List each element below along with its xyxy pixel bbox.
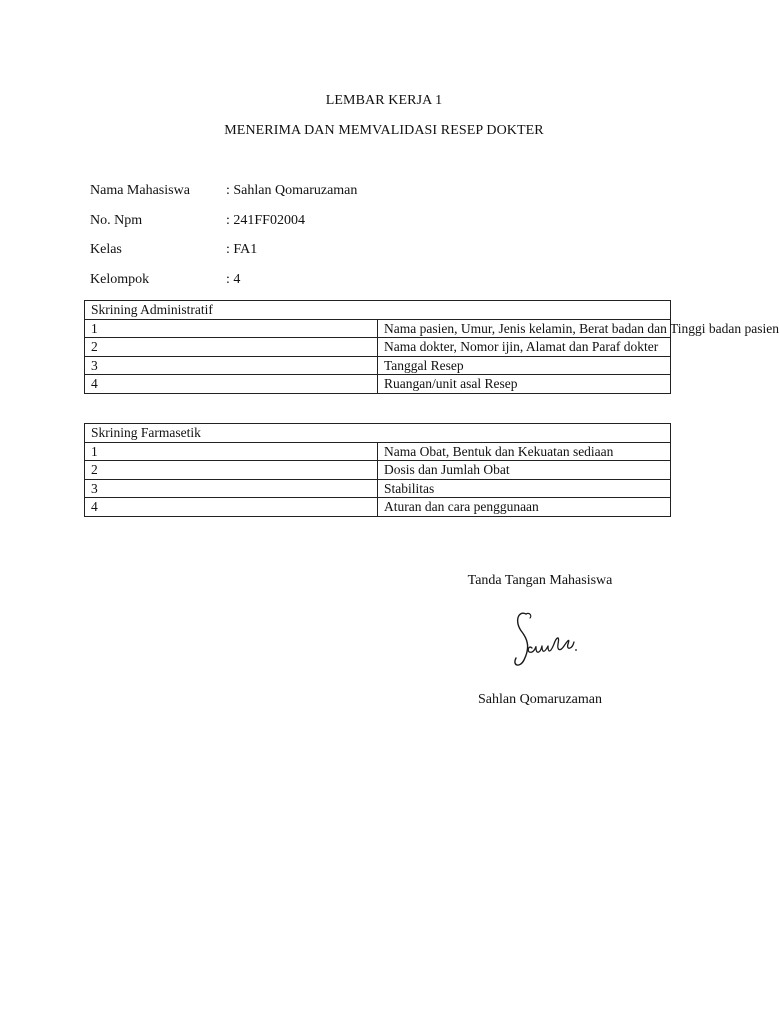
table-header-row xyxy=(85,424,671,443)
info-row-npm xyxy=(90,211,490,231)
signature-heading: Tanda Tangan Mahasiswa xyxy=(467,573,613,588)
row-number: 2 xyxy=(85,461,378,480)
signature-icon xyxy=(510,608,580,674)
row-number: 1 xyxy=(85,319,378,338)
table-heading: Skrining Farmasetik xyxy=(85,424,671,443)
table-row xyxy=(85,338,671,357)
info-value: : FA1 xyxy=(226,242,258,257)
signature-name: Sahlan Qomaruzaman xyxy=(477,692,602,707)
row-text: Nama dokter, Nomor ijin, Alamat dan Paraf dokter xyxy=(378,338,671,357)
row-text: Aturan dan cara penggunaan xyxy=(378,498,671,517)
row-text: Nama pasien, Umur, Jenis kelamin, Berat badan dan Tinggi badan pasien xyxy=(378,319,671,338)
info-value: : 4 xyxy=(226,272,241,287)
table-row xyxy=(85,461,671,480)
row-text: Tanggal Resep xyxy=(378,356,671,375)
info-row-kelompok xyxy=(90,270,490,290)
table-heading: Skrining Administratif xyxy=(85,301,671,320)
row-text: Stabilitas xyxy=(378,479,671,498)
row-number: 3 xyxy=(85,356,378,375)
document-subtitle: MENERIMA DAN MEMVALIDASI RESEP DOKTER xyxy=(224,123,544,138)
table-row xyxy=(85,375,671,394)
skrining-farmasetik-table xyxy=(84,423,671,517)
row-text: Nama Obat, Bentuk dan Kekuatan sediaan xyxy=(378,442,671,461)
info-label: Kelompok xyxy=(90,272,150,287)
table-row xyxy=(85,319,671,338)
info-row-nama xyxy=(90,181,490,201)
table-row xyxy=(85,356,671,375)
row-number: 2 xyxy=(85,338,378,357)
info-label: Kelas xyxy=(90,242,122,257)
info-value: : Sahlan Qomaruzaman xyxy=(226,183,358,198)
row-number: 3 xyxy=(85,479,378,498)
table-row xyxy=(85,498,671,517)
row-text: Dosis dan Jumlah Obat xyxy=(378,461,671,480)
table-row xyxy=(85,442,671,461)
row-text: Ruangan/unit asal Resep xyxy=(378,375,671,394)
info-value: : 241FF02004 xyxy=(226,213,305,228)
row-number: 1 xyxy=(85,442,378,461)
info-label: Nama Mahasiswa xyxy=(90,183,190,198)
row-number: 4 xyxy=(85,498,378,517)
document-title: LEMBAR KERJA 1 xyxy=(325,93,443,108)
skrining-administratif-table xyxy=(84,300,779,394)
row-number: 4 xyxy=(85,375,378,394)
table-header-row xyxy=(85,301,671,320)
info-label: No. Npm xyxy=(90,213,143,228)
info-row-kelas xyxy=(90,240,490,260)
table-row xyxy=(85,479,671,498)
